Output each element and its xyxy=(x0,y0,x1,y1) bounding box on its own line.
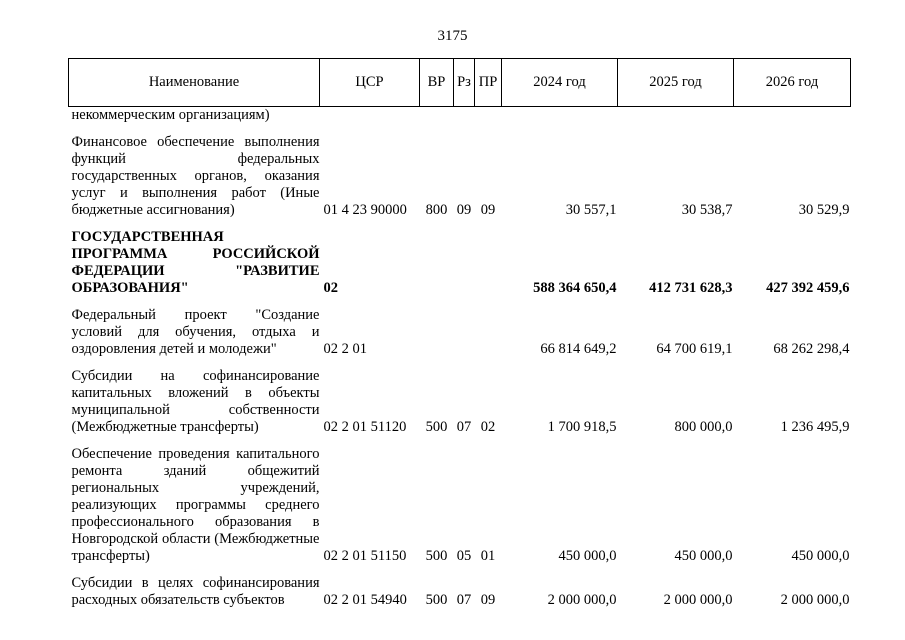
row-rz xyxy=(454,107,475,135)
row-rz: 05 xyxy=(456,548,472,564)
row-value-2026: 1 236 495,9 xyxy=(780,419,850,435)
table-row xyxy=(69,107,851,135)
row-csr: 02 2 01 xyxy=(323,341,367,357)
row-value-2026: 30 529,9 xyxy=(798,202,850,218)
table-row xyxy=(69,307,851,368)
header-2025: 2025 год xyxy=(618,59,734,107)
row-value-2024: 450 000,0 xyxy=(558,548,617,564)
table-row xyxy=(69,368,851,446)
row-value-2025 xyxy=(618,107,734,135)
row-pr: 09 xyxy=(480,592,496,608)
row-value-2026 xyxy=(734,107,851,135)
row-value-2026: 68 262 298,4 xyxy=(773,341,850,357)
row-rz xyxy=(454,307,475,368)
table-row xyxy=(69,575,851,609)
row-vr xyxy=(420,229,454,307)
header-csr: ЦСР xyxy=(320,59,420,107)
header-rz: Рз xyxy=(454,59,475,107)
row-rz: 09 xyxy=(456,202,472,218)
row-value-2024: 2 000 000,0 xyxy=(547,592,617,608)
row-rz: 07 xyxy=(456,592,472,608)
row-vr: 500 xyxy=(425,592,448,608)
row-name: ГОСУДАРСТВЕННАЯ ПРОГРАММА РОССИЙСКОЙ ФЕДЕРАЦИИ "РАЗВИТИЕ ОБРАЗОВАНИЯ" xyxy=(71,229,320,296)
row-pr: 02 xyxy=(480,419,496,435)
row-value-2026: 427 392 459,6 xyxy=(766,280,850,296)
header-2024: 2024 год xyxy=(502,59,618,107)
row-csr: 01 4 23 90000 xyxy=(323,202,407,218)
row-vr: 800 xyxy=(425,202,448,218)
row-value-2024: 66 814 649,2 xyxy=(540,341,617,357)
row-name: некоммерческим организациям) xyxy=(71,107,270,123)
row-value-2026: 2 000 000,0 xyxy=(780,592,850,608)
row-csr xyxy=(320,107,420,135)
row-pr: 01 xyxy=(480,548,496,564)
row-csr: 02 xyxy=(323,280,338,296)
table-header-row xyxy=(69,59,851,107)
header-pr: ПР xyxy=(475,59,502,107)
row-csr: 02 2 01 51120 xyxy=(323,419,407,435)
row-value-2024: 30 557,1 xyxy=(565,202,617,218)
header-vr: ВР xyxy=(420,59,454,107)
row-vr xyxy=(420,307,454,368)
row-value-2025: 2 000 000,0 xyxy=(663,592,733,608)
row-value-2024 xyxy=(502,107,618,135)
header-name: Наименование xyxy=(69,59,320,107)
row-name: Обеспечение проведения капитального ремонта зданий общежитий региональных учреждений, реализующих программы среднего профессионального образования в Новгородской области (Межбюджетные трансферты) xyxy=(71,446,320,564)
header-2026: 2026 год xyxy=(734,59,851,107)
row-pr xyxy=(475,229,502,307)
row-rz xyxy=(454,229,475,307)
row-rz: 07 xyxy=(456,419,472,435)
row-vr xyxy=(420,107,454,135)
row-value-2025: 30 538,7 xyxy=(681,202,733,218)
row-value-2024: 588 364 650,4 xyxy=(533,280,617,296)
row-name: Федеральный проект "Создание условий для обучения, отдыха и оздоровления детей и молодежи" xyxy=(71,307,320,357)
page-number: 3175 xyxy=(437,28,468,44)
row-pr xyxy=(475,107,502,135)
row-pr: 09 xyxy=(480,202,496,218)
row-vr: 500 xyxy=(425,548,448,564)
row-vr: 500 xyxy=(425,419,448,435)
budget-table xyxy=(68,58,851,609)
table-row xyxy=(69,229,851,307)
row-value-2025: 64 700 619,1 xyxy=(656,341,733,357)
table-row xyxy=(69,134,851,229)
row-name: Финансовое обеспечение выполнения функций федеральных государственных органов, оказания услуг и выполнения работ (Иные бюджетные ассигнования) xyxy=(71,134,320,218)
row-value-2026: 450 000,0 xyxy=(791,548,850,564)
table-row xyxy=(69,446,851,575)
row-pr xyxy=(475,307,502,368)
row-csr: 02 2 01 54940 xyxy=(323,592,407,608)
row-name: Субсидии в целях софинансирования расходных обязательств субъектов xyxy=(71,575,320,608)
row-value-2025: 800 000,0 xyxy=(674,419,733,435)
row-name: Субсидии на софинансирование капитальных вложений в объекты муниципальной собственности (Межбюджетные трансферты) xyxy=(71,368,320,435)
row-csr: 02 2 01 51150 xyxy=(323,548,407,564)
row-value-2025: 412 731 628,3 xyxy=(649,280,733,296)
row-value-2025: 450 000,0 xyxy=(674,548,733,564)
row-value-2024: 1 700 918,5 xyxy=(547,419,617,435)
